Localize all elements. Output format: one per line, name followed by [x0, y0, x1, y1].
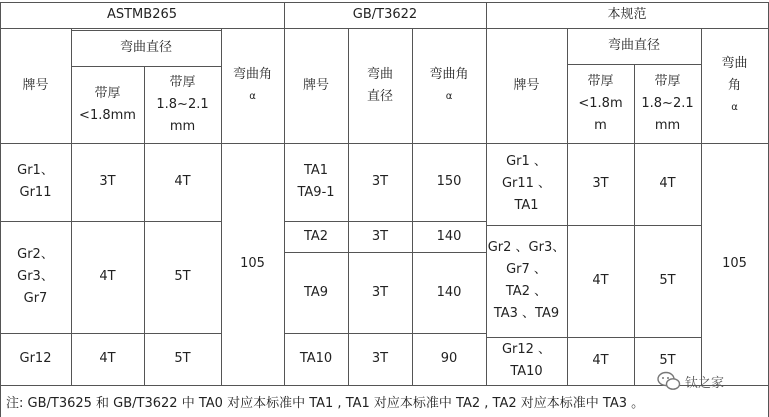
watermark-text: 钛之家: [685, 375, 725, 391]
ours-bend-diameter-header: 弯曲直径: [607, 38, 660, 53]
gbt-row-2-diam: 3T: [371, 228, 389, 244]
astm-bend-diameter-header: 弯曲直径: [119, 40, 172, 55]
gbt-row-1-diam: 3T: [371, 174, 389, 189]
ours-row-3-lt: 4T: [592, 353, 609, 368]
astm-row-3-lt: 4T: [99, 351, 116, 366]
watermark: [657, 368, 767, 394]
gbt-row-3-grade: TA9: [303, 284, 329, 300]
astm-row-2-lt: 4T: [99, 269, 116, 284]
ours-row-2-lt: 4T: [592, 273, 609, 288]
gbt-bend-angle-header: 弯曲角 α: [429, 66, 469, 102]
ours-grade-header: 牌号: [513, 77, 540, 93]
astm-bend-angle-header: 弯曲角 α: [232, 66, 272, 102]
astm-row-3-rng: 5T: [174, 351, 191, 366]
ours-thick-rng-header: 带厚 1.8~2.1 mm: [641, 73, 694, 133]
astm-row-2-grade: Gr2、 Gr3、 Gr7: [17, 247, 54, 306]
ours-angle-value: 105: [722, 256, 747, 271]
astm-angle-value: 105: [240, 256, 265, 271]
astm-row-3-grade: Gr12: [19, 351, 52, 366]
astm-row-1-grade: Gr1、 Gr11: [17, 163, 54, 200]
astm-row-1-lt: 3T: [99, 174, 116, 189]
gbt-row-2-grade: TA2: [303, 228, 329, 244]
ours-row-2-rng: 5T: [659, 273, 676, 288]
ours-thick-lt-header: 带厚 <1.8m m: [578, 73, 623, 133]
header-ours: 本规范: [607, 7, 647, 22]
gbt-row-4-diam: 3T: [371, 351, 389, 366]
gbt-grade-header: 牌号: [302, 77, 329, 93]
gbt-row-1-angle: 150: [436, 174, 462, 189]
gbt-row-4-angle: 90: [440, 351, 458, 366]
astm-row-1-rng: 4T: [174, 174, 191, 189]
gbt-row-2-angle: 140: [436, 228, 462, 244]
ours-row-1-lt: 3T: [592, 176, 609, 191]
ours-bend-angle-header: 弯曲 角 α: [721, 55, 748, 113]
ours-row-2-grade: Gr2 、Gr3、 Gr7 、 TA2 、 TA3 、TA9: [487, 240, 566, 321]
gbt-row-1-grade: TA1 TA9-1: [297, 163, 335, 200]
ours-row-1-rng: 4T: [659, 176, 676, 191]
gbt-row-4-grade: TA10: [299, 351, 333, 366]
gbt-row-3-diam: 3T: [371, 284, 389, 300]
header-gbt: GB/T3622: [352, 7, 418, 22]
astm-row-2-rng: 5T: [174, 269, 191, 284]
ours-row-3-rng: 5T: [659, 353, 676, 368]
ours-row-1-grade: Gr1 、 Gr11 、 TA1: [501, 154, 552, 213]
astm-thick-lt-header: 带厚 <1.8mm: [79, 85, 136, 123]
ours-row-3-grade: Gr12 、 TA10: [501, 342, 552, 379]
astm-thick-rng-header: 带厚 1.8~2.1 mm: [156, 74, 209, 134]
astm-grade-header: 牌号: [22, 77, 49, 93]
table-footnote: 注: GB/T3625 和 GB/T3622 中 TA0 对应本标准中 TA1 , TA1 对应本标准中 TA2 , TA2 对应本标准中 TA3 。: [6, 396, 645, 411]
gbt-bend-diameter-header: 弯曲 直径: [366, 66, 393, 104]
wechat-icon: [657, 370, 681, 392]
header-astm: ASTMB265: [106, 7, 178, 22]
gbt-row-3-angle: 140: [436, 284, 462, 300]
